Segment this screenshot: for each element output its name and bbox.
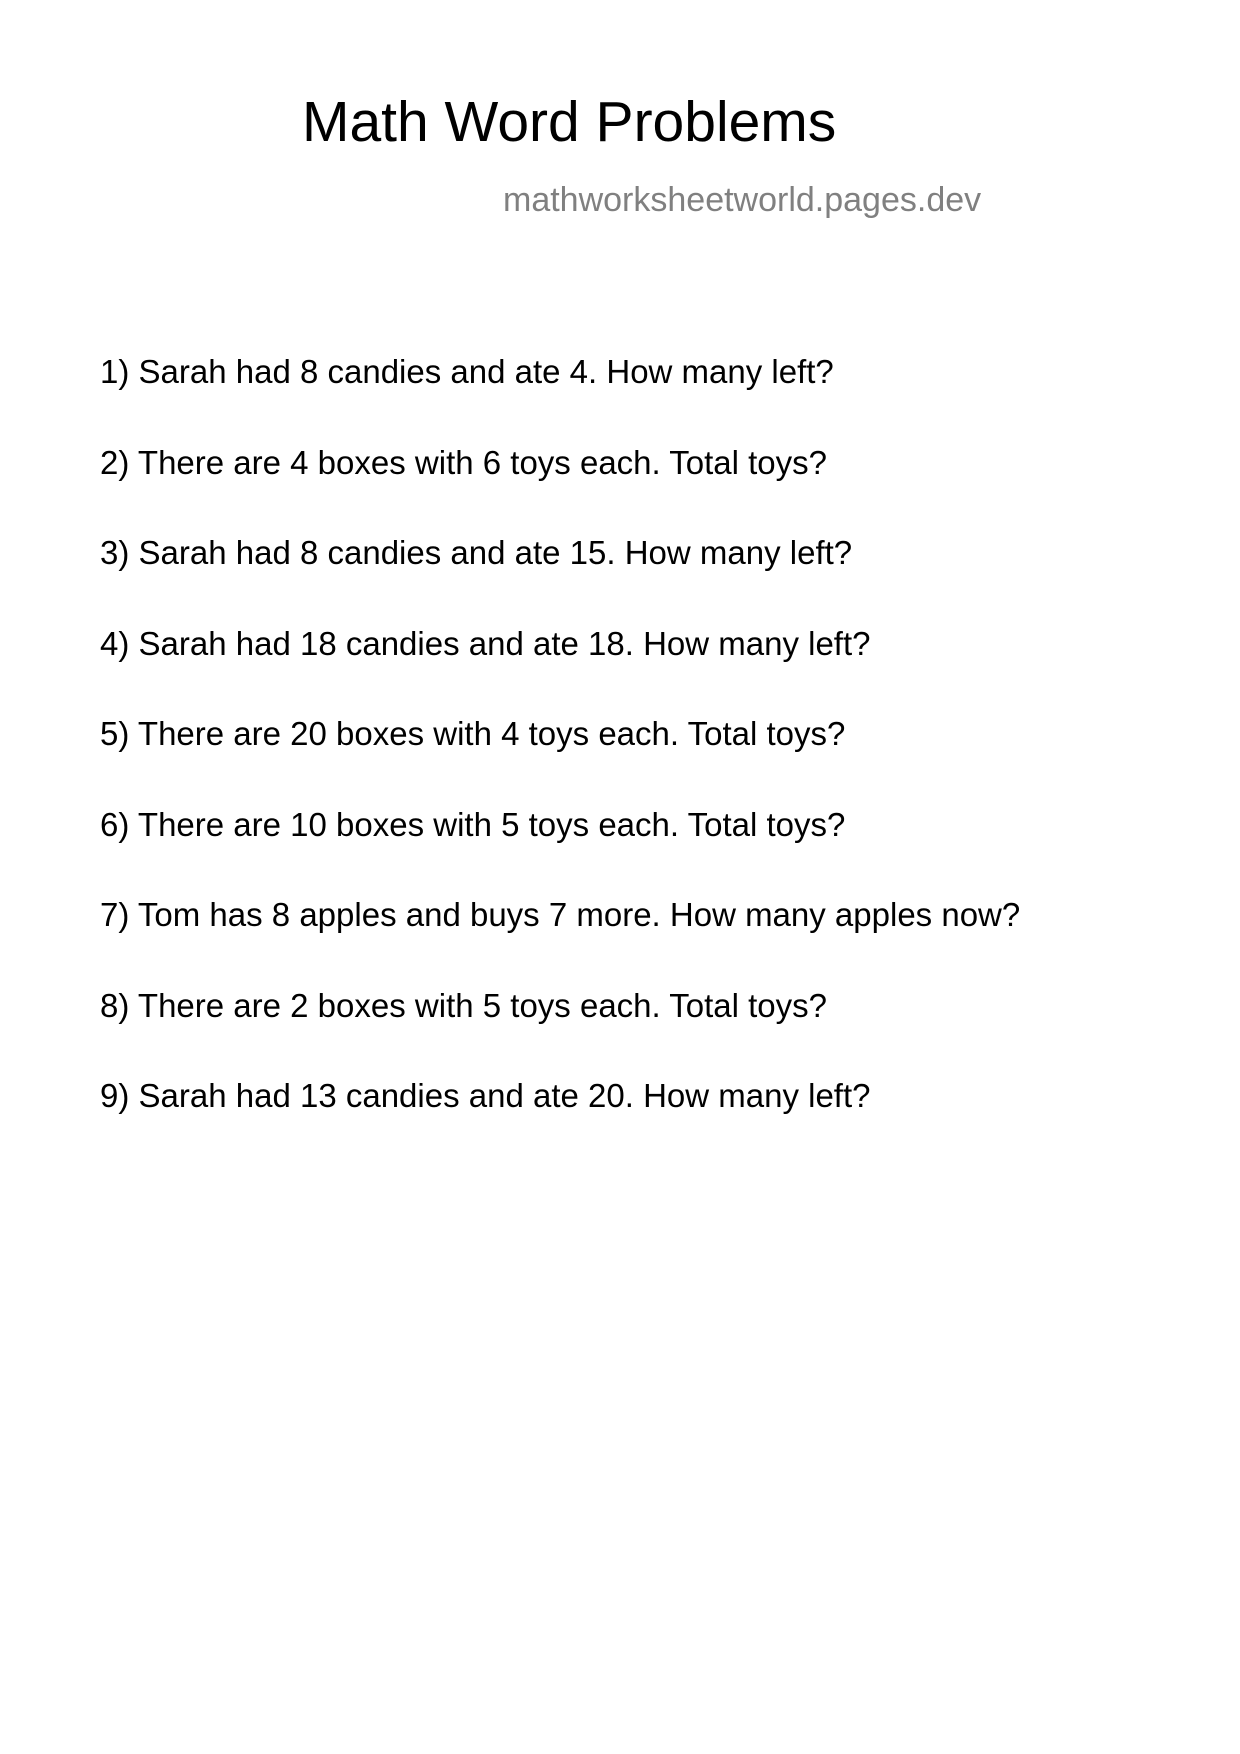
problem-item: 9) Sarah had 13 candies and ate 20. How many left? [100, 1077, 871, 1114]
problem-item: 6) There are 10 boxes with 5 toys each. Total toys? [100, 805, 846, 843]
problem-item: 2) There are 4 boxes with 6 toys each. Total toys? [100, 443, 828, 481]
problem-item: 8) There are 2 boxes with 5 toys each. Total toys? [100, 986, 828, 1024]
problem-list [100, 352, 1020, 1167]
problem-item: 3) Sarah had 8 candies and ate 15. How many left? [100, 534, 853, 571]
worksheet-title: Math Word Problems [302, 90, 837, 154]
problem-item: 4) Sarah had 18 candies and ate 18. How many left? [100, 624, 871, 662]
problem-item: 7) Tom has 8 apples and buys 7 more. How many apples now? [100, 896, 1021, 933]
problem-item: 5) There are 20 boxes with 4 toys each. Total toys? [100, 715, 846, 752]
source-url: mathworksheetworld.pages.dev [503, 181, 982, 219]
problem-item: 1) Sarah had 8 candies and ate 4. How many left? [100, 353, 834, 390]
